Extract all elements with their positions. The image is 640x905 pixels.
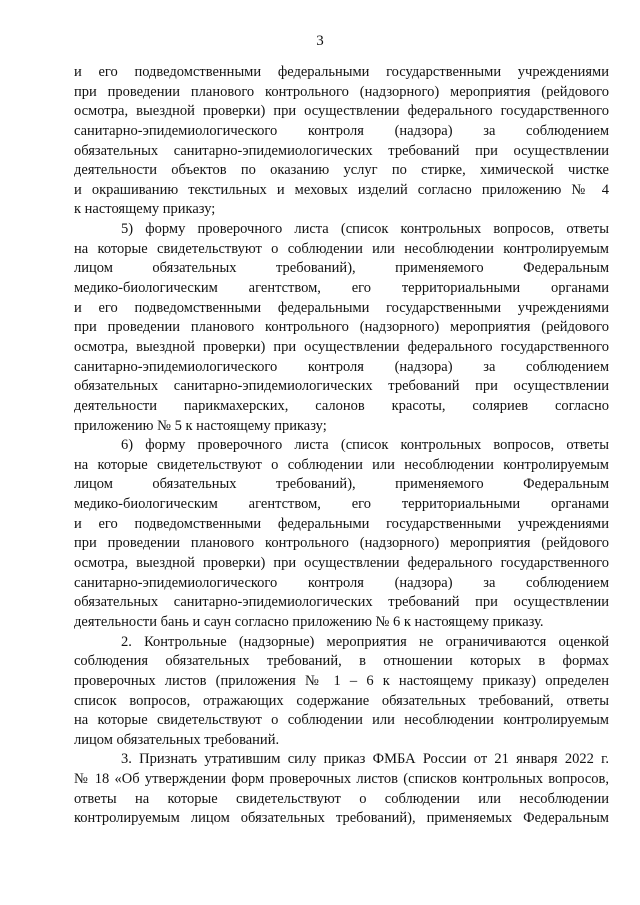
document-body [74, 63, 609, 829]
text-line: санитарно-эпидемиологического контроля (надзора) за соблюдением [74, 574, 609, 591]
text-line: и окрашиванию текстильных и меховых изделий согласно приложению № 4 [74, 181, 609, 198]
text-line: 2. Контрольные (надзорные) мероприятия не ограничиваются оценкой [121, 633, 609, 650]
text-line: на которые свидетельствуют о соблюдении или несоблюдении контролируемым [74, 712, 609, 729]
text-line: деятельности парикмахерских, салонов красоты, соляриев согласно [74, 397, 609, 414]
text-line: ответы на которые свидетельствуют о соблюдении или несоблюдении [74, 790, 609, 807]
text-line: при проведении планового контрольного (надзорного) мероприятия (рейдового [74, 535, 609, 552]
text-line: деятельности бань и саун согласно приложению № 6 к настоящему приказу. [74, 613, 544, 630]
text-line: осмотра, выездной проверки) при осуществлении федерального государственного [74, 103, 609, 120]
paragraph-item-5 [74, 220, 609, 436]
text-line: медико-биологическим агентством, его территориальными органами [74, 496, 609, 513]
text-line: приложению № 5 к настоящему приказу; [74, 417, 327, 434]
text-line: и его подведомственными федеральными государственными учреждениями [74, 64, 609, 80]
paragraph-section-3 [74, 750, 609, 829]
text-line: санитарно-эпидемиологического контроля (надзора) за соблюдением [74, 122, 609, 139]
paragraph-section-2 [74, 633, 609, 751]
text-line: на которые свидетельствуют о соблюдении или несоблюдении контролируемым [74, 456, 609, 473]
text-line: к настоящему приказу; [74, 201, 216, 218]
text-line: при проведении планового контрольного (надзорного) мероприятия (рейдового [74, 83, 609, 100]
text-line: 5) форму проверочного листа (список контрольных вопросов, ответы [121, 221, 609, 238]
text-line: лицом обязательных требований. [74, 731, 280, 748]
text-line: список вопросов, отражающих содержание обязательных требований, ответы [74, 692, 609, 709]
text-line: деятельности объектов по оказанию услуг по стирке, химической чистке [74, 162, 609, 179]
text-line: на которые свидетельствуют о соблюдении или несоблюдении контролируемым [74, 240, 609, 257]
text-line: медико-биологическим агентством, его территориальными органами [74, 280, 609, 297]
text-line: при проведении планового контрольного (надзорного) мероприятия (рейдового [74, 319, 609, 336]
text-line: 3. Признать утратившим силу приказ ФМБА России от 21 января 2022 г. [121, 751, 609, 768]
text-line: и его подведомственными федеральными государственными учреждениями [74, 515, 609, 532]
paragraph-continuation [74, 63, 609, 220]
text-line: соблюдения обязательных требований, в отношении которых в формах [74, 653, 609, 670]
text-line: обязательных санитарно-эпидемиологических требований при осуществлении [74, 378, 609, 395]
paragraph-item-6 [74, 436, 609, 632]
text-line: контролируемым лицом обязательных требований), применяемых Федеральным [74, 810, 609, 827]
text-line: осмотра, выездной проверки) при осуществлении федерального государственного [74, 338, 609, 355]
text-line: проверочных листов (приложения № 1 – 6 к настоящему приказу) определен [74, 672, 609, 689]
page-number: 3 [316, 33, 324, 49]
text-line: № 18 «Об утверждении форм проверочных листов (списков контрольных вопросов, [74, 771, 609, 788]
text-line: 6) форму проверочного листа (список контрольных вопросов, ответы [121, 437, 609, 454]
text-line: санитарно-эпидемиологического контроля (надзора) за соблюдением [74, 358, 609, 375]
text-line: обязательных санитарно-эпидемиологических требований при осуществлении [74, 594, 609, 611]
text-line: лицом обязательных требований), применяемого Федеральным [74, 476, 609, 493]
text-line: обязательных санитарно-эпидемиологических требований при осуществлении [74, 142, 609, 159]
text-line: и его подведомственными федеральными государственными учреждениями [74, 299, 609, 316]
text-line: осмотра, выездной проверки) при осуществлении федерального государственного [74, 555, 609, 572]
text-line: лицом обязательных требований), применяемого Федеральным [74, 260, 609, 277]
